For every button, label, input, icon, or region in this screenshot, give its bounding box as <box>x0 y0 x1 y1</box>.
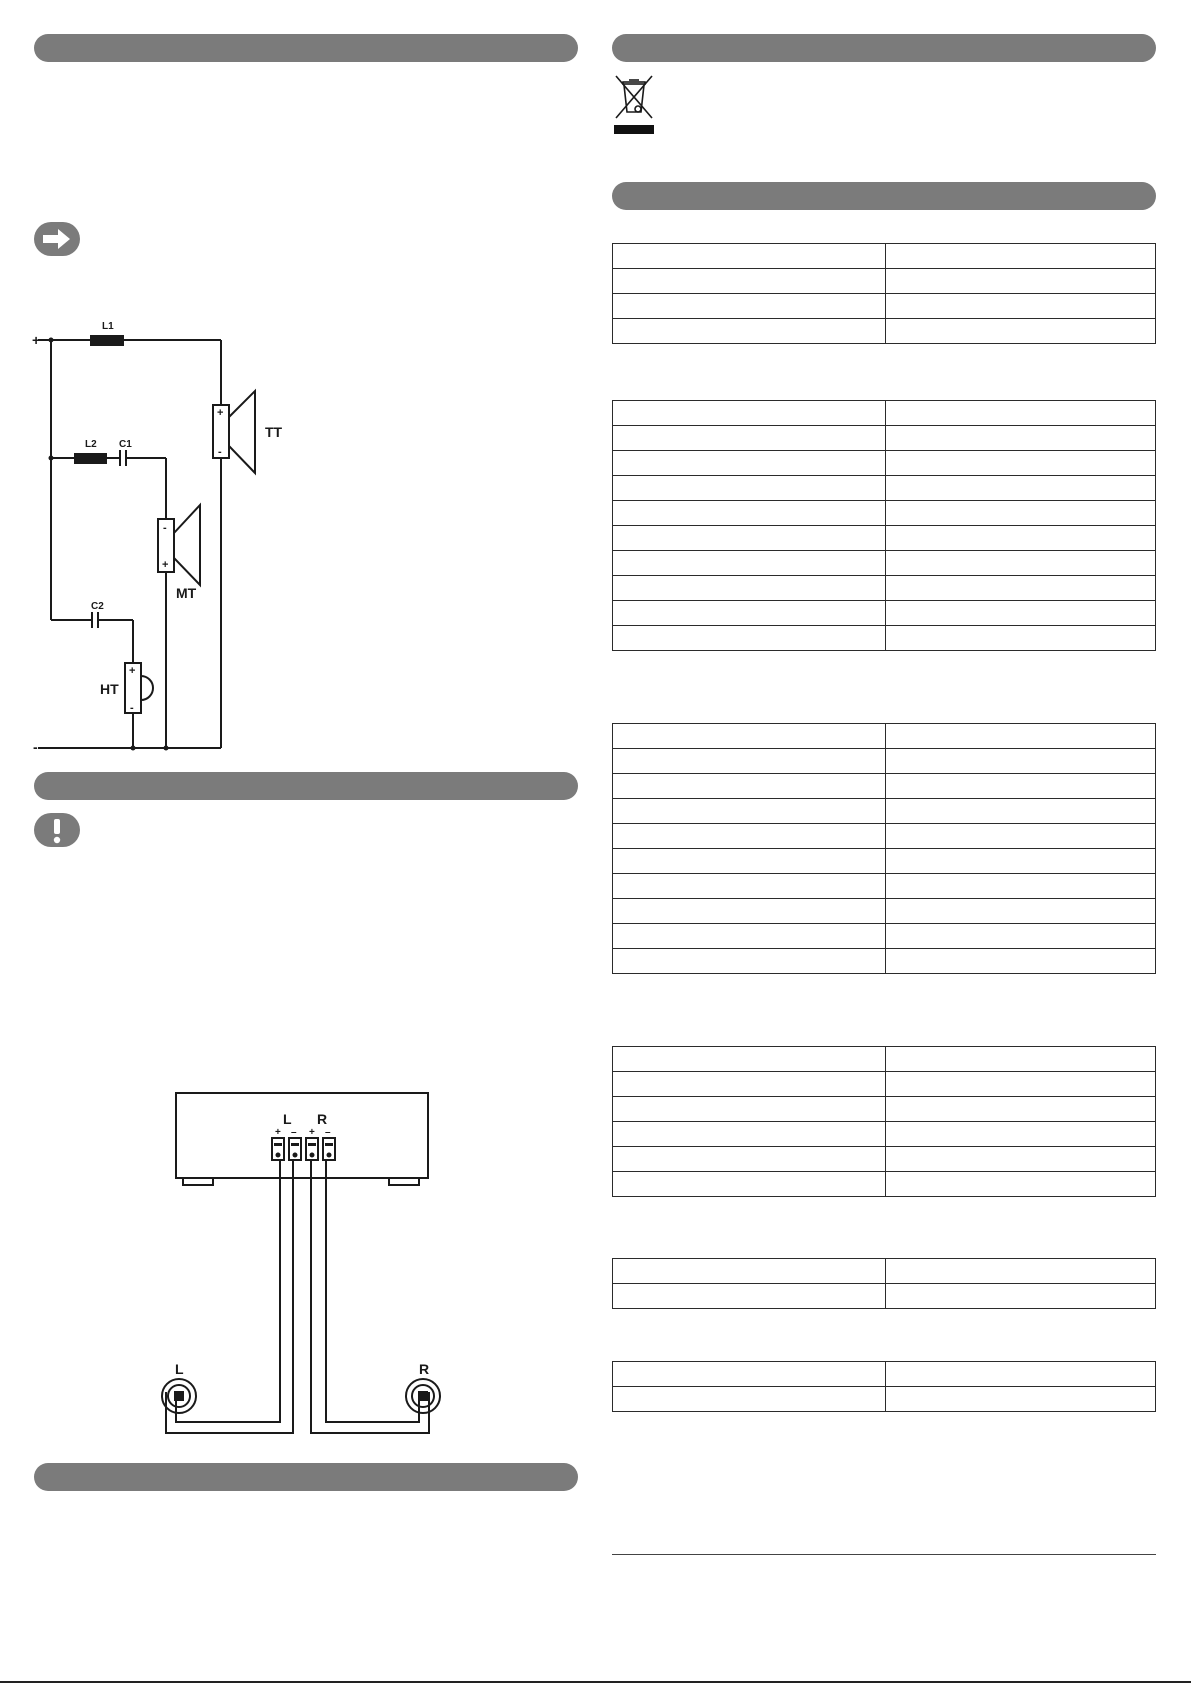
section-header-bar-3 <box>34 1463 578 1491</box>
amp-left-minus-mark: – <box>291 1127 297 1138</box>
spec-table-5 <box>612 1258 1156 1309</box>
speaker-right-label: R <box>419 1361 430 1377</box>
mt-minus-mark: - <box>163 522 167 534</box>
inductor-l2-label: L2 <box>85 439 97 450</box>
speaker-left-label: L <box>175 1361 184 1377</box>
mt-plus-mark: + <box>162 559 169 571</box>
arrow-right-icon <box>34 222 80 256</box>
section-header-bar-disposal <box>612 34 1156 62</box>
midrange-mt-label: MT <box>176 585 197 601</box>
ht-minus-mark: - <box>130 702 134 714</box>
warning-exclamation-icon <box>34 813 80 847</box>
spec-table-3 <box>612 723 1156 974</box>
footer-divider <box>612 1554 1156 1555</box>
amp-right-channel-label: R <box>317 1111 328 1127</box>
amp-left-plus-mark: + <box>275 1127 281 1138</box>
positive-terminal-label: + <box>32 332 41 348</box>
woofer-tt-label: TT <box>265 424 283 440</box>
amp-right-plus-mark: + <box>309 1127 315 1138</box>
tweeter-ht-label: HT <box>100 681 119 697</box>
section-header-bar-2 <box>34 772 578 800</box>
negative-terminal-label: - <box>33 739 38 755</box>
tt-minus-mark: - <box>218 446 222 458</box>
amp-right-minus-mark: – <box>325 1127 331 1138</box>
tt-plus-mark: + <box>217 407 224 419</box>
capacitor-c1-label: C1 <box>119 439 132 450</box>
spec-table-1 <box>612 243 1156 344</box>
weee-bin-icon <box>612 72 656 136</box>
inductor-l1-label: L1 <box>102 321 114 332</box>
spec-table-4 <box>612 1046 1156 1197</box>
capacitor-c2-label: C2 <box>91 601 104 612</box>
amp-left-channel-label: L <box>283 1111 292 1127</box>
speaker-wiring-diagram <box>150 1088 450 1440</box>
ht-plus-mark: + <box>129 665 136 677</box>
spec-table-6 <box>612 1361 1156 1412</box>
section-header-bar-specs <box>612 182 1156 210</box>
spec-table-2 <box>612 400 1156 651</box>
page-bottom-edge <box>0 1681 1191 1683</box>
crossover-schematic <box>30 315 283 755</box>
section-header-bar-1 <box>34 34 578 62</box>
